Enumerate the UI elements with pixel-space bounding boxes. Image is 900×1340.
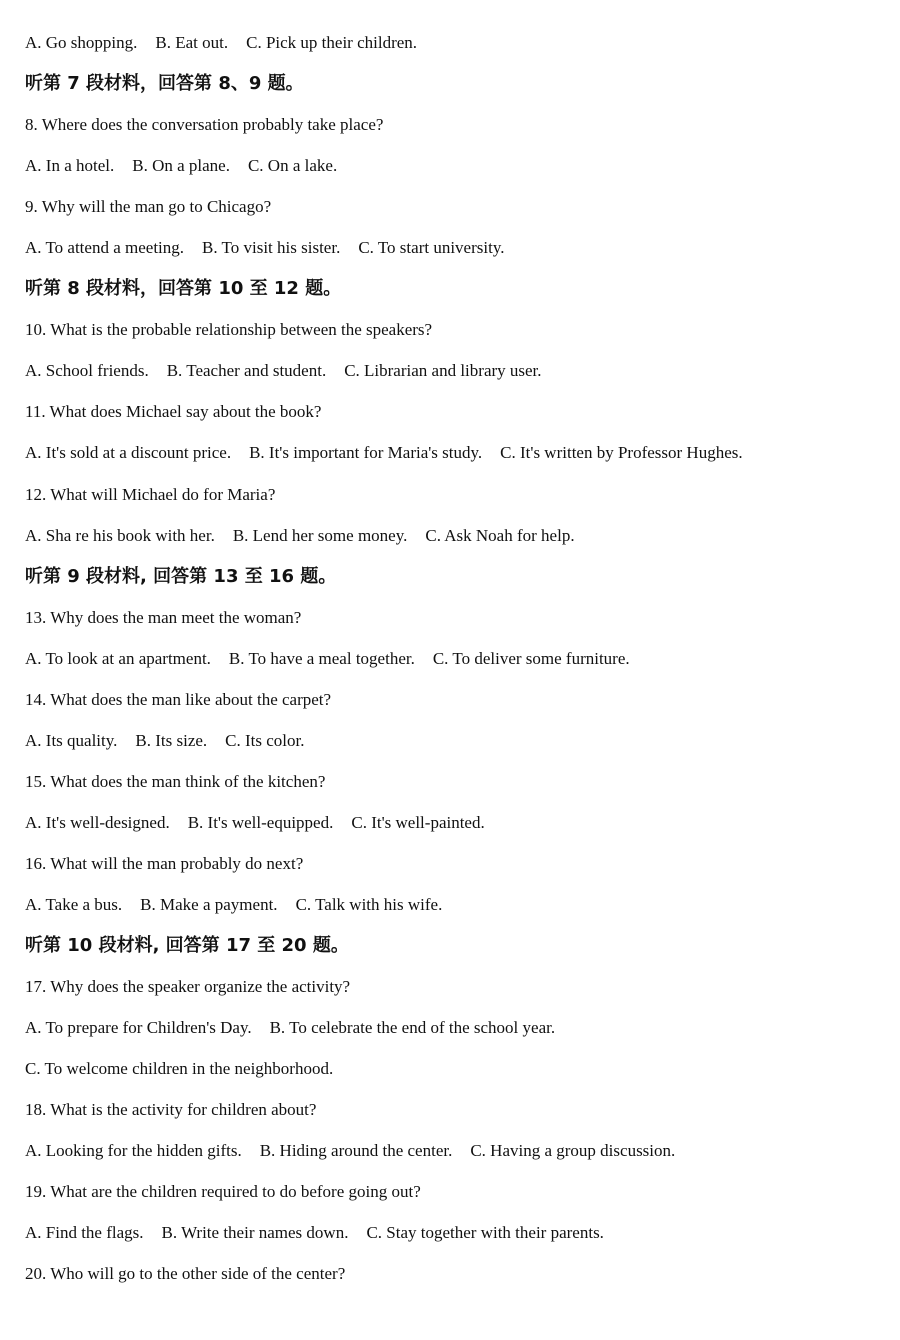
answer-option: C. Having a group discussion.: [470, 1141, 676, 1161]
options-row: [25, 151, 885, 192]
answer-option: A. It's well-designed.: [25, 812, 170, 832]
question-text: 12. What will Michael do for Maria?: [25, 484, 276, 504]
question-text: 16. What will the man probably do next?: [25, 853, 304, 873]
question-text: 18. What is the activity for children about?: [25, 1100, 317, 1120]
answer-option: C. It's written by Professor Hughes.: [500, 443, 743, 463]
question-text: 19. What are the children required to do before going out?: [25, 1182, 421, 1202]
options-row: [25, 890, 885, 931]
answer-option: C. To welcome children in the neighborhood.: [25, 1059, 334, 1079]
answer-option: B. Teacher and student.: [166, 361, 327, 381]
answer-option: B. It's well-equipped.: [187, 812, 334, 832]
options-row: [25, 1136, 885, 1177]
answer-option: A. Go shopping.: [25, 33, 138, 52]
options-row: [25, 233, 885, 274]
answer-option: B. It's important for Maria's study.: [249, 443, 483, 463]
answer-option: B. Hiding around the center.: [259, 1141, 453, 1161]
answer-option: C. Ask Noah for help.: [425, 525, 575, 545]
answer-option: B. On a plane.: [132, 156, 230, 176]
answer-option: B. Make a payment.: [140, 894, 278, 914]
options-row: [25, 1218, 885, 1259]
options-row: [25, 644, 885, 685]
options-row: [25, 1054, 885, 1095]
question-text: 17. Why does the speaker organize the activity?: [25, 977, 351, 997]
section-heading: 听第 8 段材料，回答第 10 至 12 题。: [25, 278, 342, 300]
answer-option: A. To prepare for Children's Day.: [25, 1018, 252, 1038]
question-text: 9. Why will the man go to Chicago?: [25, 197, 272, 217]
options-row: [25, 521, 885, 562]
options-row: [25, 28, 885, 69]
answer-option: C. Its color.: [225, 730, 305, 750]
answer-option: A. Sha re his book with her.: [25, 525, 215, 545]
answer-option: A. In a hotel.: [25, 156, 115, 176]
section-heading: 听第 9 段材料, 回答第 13 至 16 题。: [25, 565, 337, 587]
answer-option: C. Librarian and library user.: [344, 361, 542, 381]
answer-option: B. To visit his sister.: [202, 238, 341, 258]
question-text: 11. What does Michael say about the book?: [25, 402, 322, 422]
answer-option: B. Write their names down.: [161, 1223, 349, 1243]
answer-option: A. To attend a meeting.: [25, 238, 185, 258]
answer-option: A. Find the flags.: [25, 1223, 144, 1243]
question-text: 14. What does the man like about the carpet?: [25, 689, 332, 709]
question-text: 20. Who will go to the other side of the center?: [25, 1264, 346, 1284]
options-row: [25, 356, 885, 397]
answer-option: A. Take a bus.: [25, 894, 123, 914]
options-row: [25, 1013, 885, 1054]
question-text: 10. What is the probable relationship between the speakers?: [25, 320, 433, 340]
answer-option: C. Stay together with their parents.: [366, 1223, 604, 1243]
section-heading: 听第 10 段材料, 回答第 17 至 20 题。: [25, 935, 349, 957]
answer-option: B. Eat out.: [155, 33, 229, 52]
answer-option: C. To start university.: [358, 238, 505, 258]
answer-option: B. Lend her some money.: [232, 525, 408, 545]
question-text: 15. What does the man think of the kitchen?: [25, 771, 326, 791]
answer-option: C. Talk with his wife.: [295, 894, 443, 914]
answer-option: C. It's well-painted.: [351, 812, 485, 832]
answer-option: B. To have a meal together.: [228, 648, 415, 668]
options-row: [25, 438, 885, 479]
answer-option: C. On a lake.: [247, 156, 338, 176]
answer-option: A. Looking for the hidden gifts.: [25, 1141, 242, 1161]
answer-option: A. To look at an apartment.: [25, 648, 211, 668]
section-heading: 听第 7 段材料，回答第 8、9 题。: [25, 73, 304, 95]
question-text: 8. Where does the conversation probably take place?: [25, 115, 384, 135]
answer-option: A. Its quality.: [25, 730, 118, 750]
answer-option: C. Pick up their children.: [246, 33, 418, 52]
answer-option: B. To celebrate the end of the school year.: [269, 1018, 556, 1038]
question-text: 13. Why does the man meet the woman?: [25, 607, 302, 627]
answer-option: C. To deliver some furniture.: [432, 648, 630, 668]
answer-option: B. Its size.: [135, 730, 208, 750]
answer-option: A. It's sold at a discount price.: [25, 443, 232, 463]
exam-page: [25, 28, 885, 1300]
answer-option: A. School friends.: [25, 361, 149, 381]
options-row: [25, 726, 885, 767]
options-row: [25, 808, 885, 849]
